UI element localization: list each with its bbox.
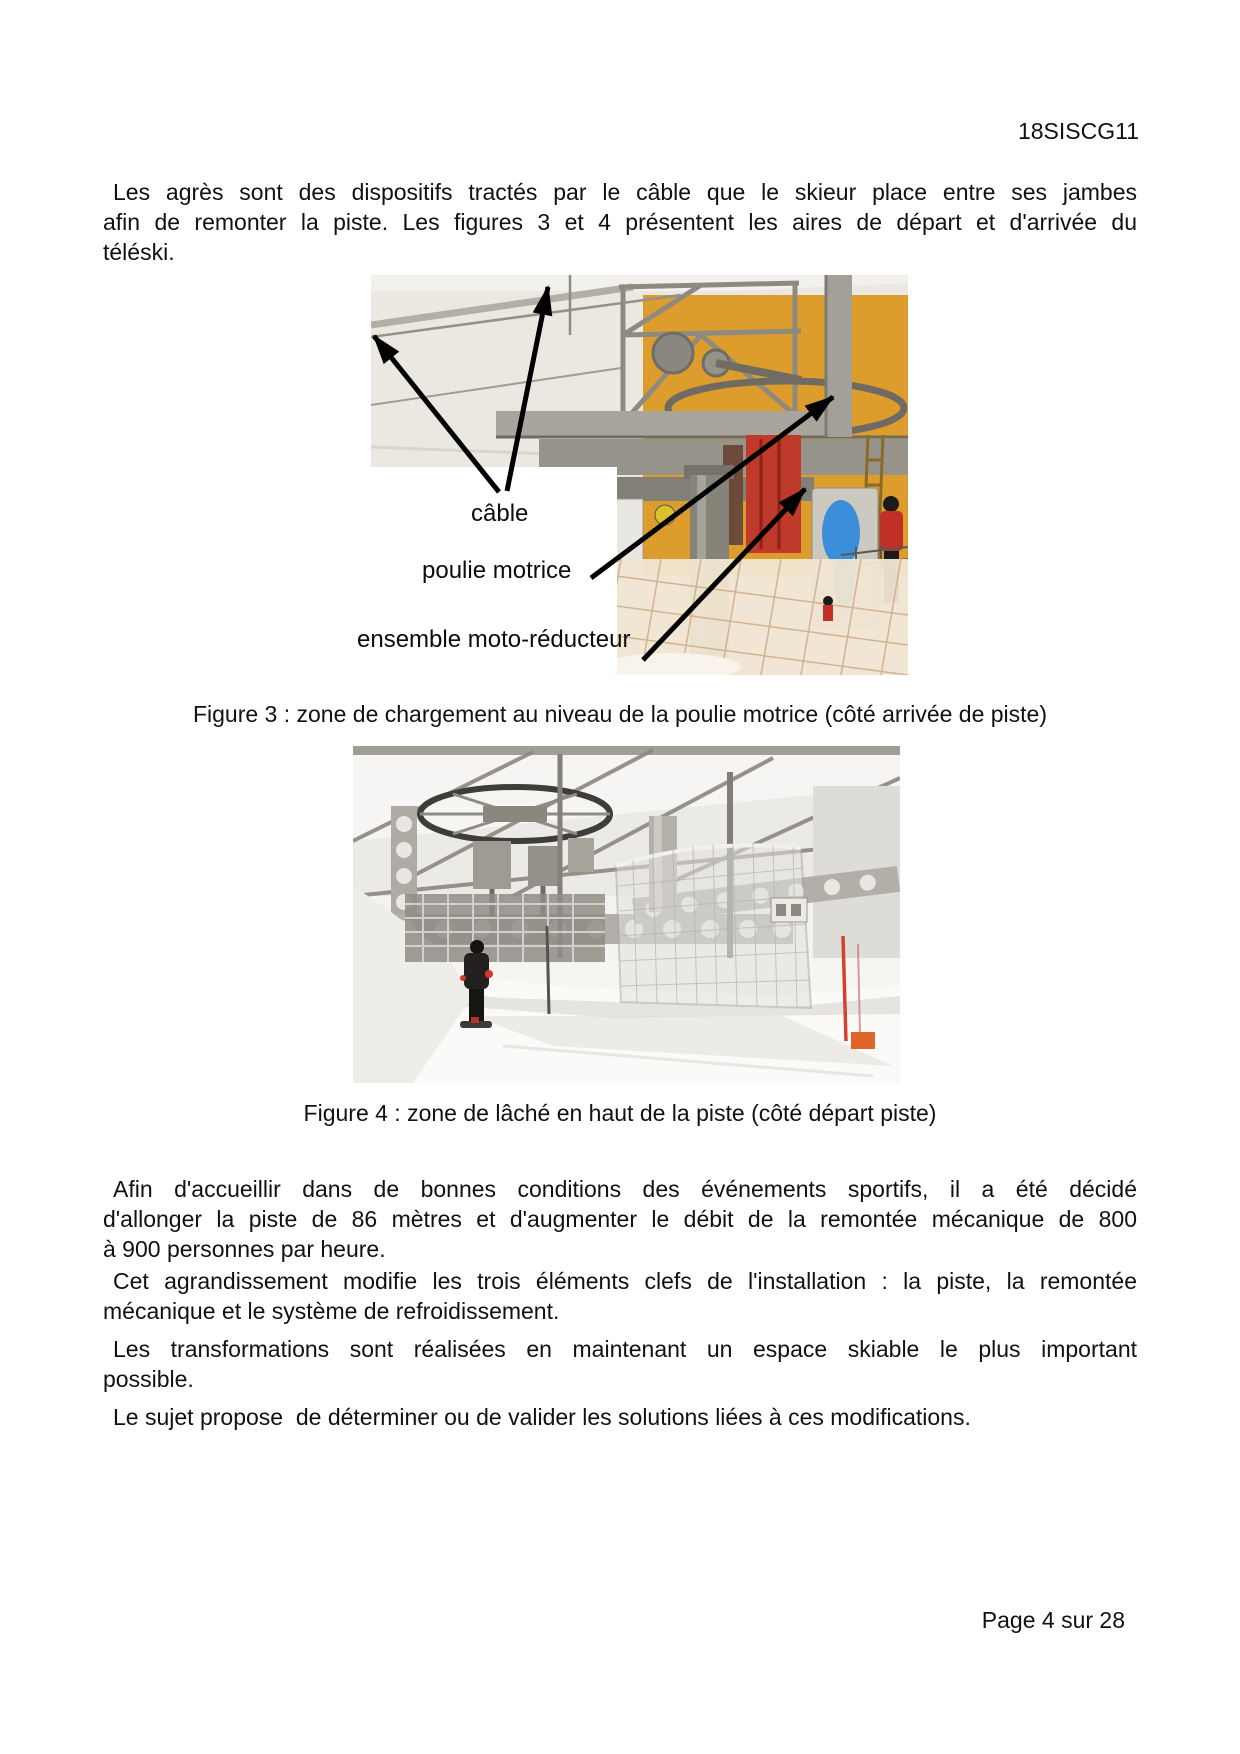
figure4-photo bbox=[353, 746, 900, 1083]
text-line: Les agrès sont des dispositifs tractés par le câble que le skieur place entre ses jambes bbox=[113, 179, 1137, 205]
cable-label: câble bbox=[471, 500, 529, 527]
text-line: d'allonger la piste de 86 mètres et d'augmenter le débit de la remontée mécanique de 800 bbox=[103, 1206, 1137, 1232]
small-skier bbox=[823, 596, 833, 621]
paragraph-sujet bbox=[103, 1402, 1137, 1432]
slalom-pole bbox=[547, 926, 549, 1014]
text-line: Afin d'accueillir dans de bonnes conditions des événements sportifs, il a été décidé bbox=[113, 1176, 1137, 1202]
text-line: Le sujet propose de déterminer ou de valider les solutions liées à ces modifications. bbox=[113, 1404, 971, 1430]
figure3-caption: Figure 3 : zone de chargement au niveau de la poulie motrice (côté arrivée de piste) bbox=[192, 701, 1048, 727]
text-line: Les transformations sont réalisées en maintenant un espace skiable le plus important bbox=[113, 1336, 1137, 1362]
paragraph-elements bbox=[103, 1266, 1137, 1326]
text-line: à 900 personnes par heure. bbox=[103, 1236, 386, 1262]
page-number: Page 4 sur 28 bbox=[981, 1607, 1125, 1633]
text-line: Cet agrandissement modifie les trois éléments clefs de l'installation : la piste, la remontée bbox=[113, 1268, 1137, 1294]
exam-code: 18SISCG11 bbox=[1017, 118, 1139, 144]
figure3-photo bbox=[371, 275, 908, 675]
figure4-caption: Figure 4 : zone de lâché en haut de la piste (côté départ piste) bbox=[303, 1100, 937, 1126]
intro-paragraph bbox=[103, 177, 1137, 267]
text-line: possible. bbox=[103, 1366, 194, 1392]
mesh-fence bbox=[616, 843, 811, 1008]
safety-netting bbox=[601, 559, 908, 675]
beacon-light bbox=[655, 505, 675, 525]
moto-reducteur-label: ensemble moto-réducteur bbox=[357, 626, 631, 653]
figure4-photo-illustration bbox=[353, 746, 900, 1083]
paragraph-transformations bbox=[103, 1334, 1137, 1394]
lattice-wall bbox=[405, 894, 605, 962]
text-line: téléski. bbox=[103, 239, 175, 265]
steel-column bbox=[826, 275, 852, 437]
poulie-motrice-label: poulie motrice bbox=[422, 557, 572, 584]
ac-unit bbox=[771, 898, 807, 922]
text-line: mécanique et le système de refroidissement. bbox=[103, 1298, 560, 1324]
paragraph-events bbox=[103, 1174, 1137, 1264]
text-line: afin de remonter la piste. Les figures 3 et 4 présentent les aires de départ et d'arrivée du bbox=[103, 209, 1137, 235]
red-cabinet bbox=[723, 435, 801, 553]
